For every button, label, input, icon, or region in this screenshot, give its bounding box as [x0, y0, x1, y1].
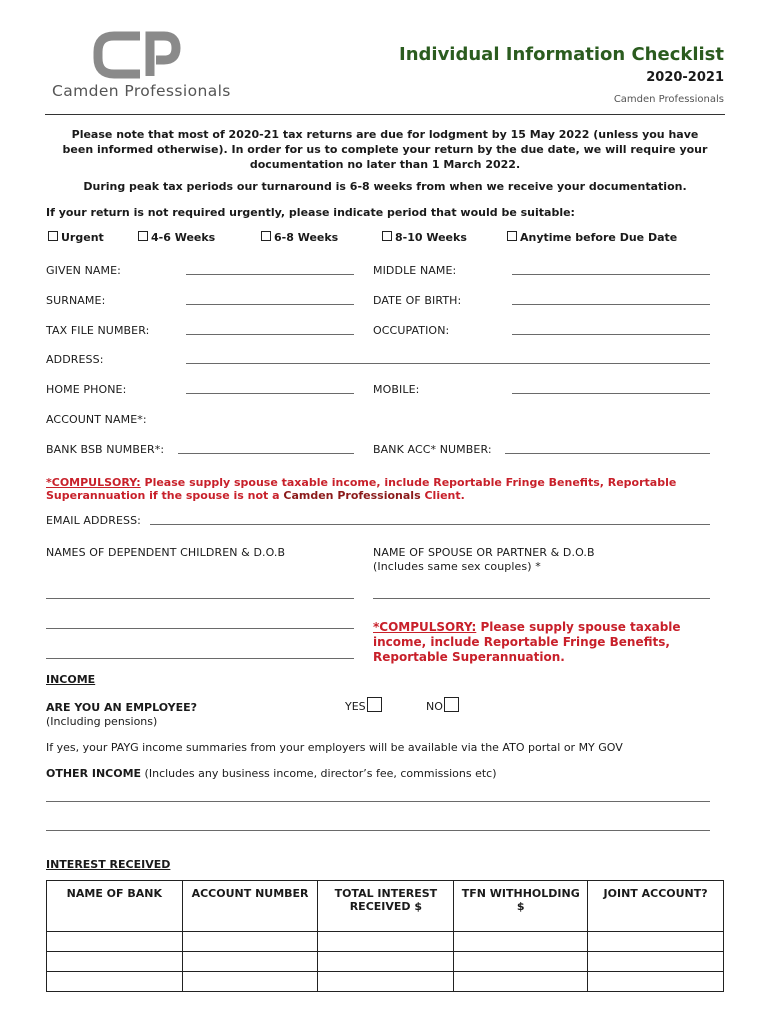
surname-label: SURNAME: [46, 294, 106, 307]
home-phone-field[interactable] [186, 393, 354, 394]
table-header-row [47, 881, 724, 932]
occupation-field[interactable] [512, 334, 710, 335]
table-cell[interactable] [318, 952, 454, 972]
dependent-line-2[interactable] [46, 628, 354, 629]
employee-no-option[interactable]: NO [426, 697, 459, 713]
mobile-label: MOBILE: [373, 383, 420, 396]
income-heading: INCOME [46, 673, 96, 686]
acc-number-label: BANK ACC* NUMBER: [373, 443, 492, 456]
middle-name-field[interactable] [512, 274, 710, 275]
table-cell[interactable] [588, 972, 724, 992]
table-cell[interactable] [318, 932, 454, 952]
table-cell[interactable] [182, 972, 318, 992]
other-income-label: OTHER INCOME [46, 767, 142, 780]
checkbox-icon[interactable] [261, 231, 271, 241]
table-cell[interactable] [182, 952, 318, 972]
column-header: ACCOUNT NUMBER [182, 881, 318, 932]
company-logo [52, 30, 231, 102]
spouse-note: (Includes same sex couples) * [373, 560, 541, 573]
brand-name: Camden Professionals [52, 82, 231, 100]
spouse-label: NAME OF SPOUSE OR PARTNER & D.O.B [373, 546, 595, 559]
address-label: ADDRESS: [46, 353, 104, 366]
table-cell[interactable] [454, 932, 588, 952]
table-row[interactable] [47, 972, 724, 992]
interest-table [46, 880, 724, 992]
other-income-line-2[interactable] [46, 830, 710, 831]
table-cell[interactable] [454, 972, 588, 992]
table-cell[interactable] [588, 952, 724, 972]
peak-note: During peak tax periods our turnaround is 6-8 weeks from when we receive your documentation. [83, 180, 687, 193]
intro-line-1: Please note that most of 2020-21 tax returns are due for lodgment by 15 May 2022 (unless you have [71, 128, 699, 141]
table-cell[interactable] [588, 932, 724, 952]
intro-paragraph [45, 127, 725, 172]
table-cell[interactable] [182, 932, 318, 952]
dependent-line-3[interactable] [46, 658, 354, 659]
dob-field[interactable] [512, 304, 710, 305]
compulsory-note-spouse: *COMPULSORY: Please supply spouse taxable income, include Reportable Fringe Benefits, Reportable Superannuation. [373, 620, 681, 664]
other-income [46, 767, 497, 780]
table-cell[interactable] [47, 932, 183, 952]
email-label: EMAIL ADDRESS: [46, 514, 141, 527]
dependent-line-1[interactable] [46, 598, 354, 599]
bsb-field[interactable] [178, 453, 354, 454]
period-option-8-10-weeks[interactable]: 8-10 Weeks [382, 231, 467, 244]
column-header: JOINT ACCOUNT? [588, 881, 724, 932]
given-name-field[interactable] [186, 274, 354, 275]
page-year: 2020-2021 [646, 70, 724, 85]
period-option-4-6-weeks[interactable]: 4-6 Weeks [138, 231, 215, 244]
page-subtitle: Camden Professionals [613, 94, 724, 105]
acc-number-field[interactable] [505, 453, 710, 454]
dob-label: DATE OF BIRTH: [373, 294, 462, 307]
payg-note: If yes, your PAYG income summaries from your employers will be available via the ATO portal or MY GOV [46, 741, 623, 754]
column-header: TOTAL INTEREST RECEIVED $ [318, 881, 454, 932]
email-field[interactable] [150, 524, 710, 525]
header-divider [45, 114, 725, 115]
surname-field[interactable] [186, 304, 354, 305]
cp-logo-icon [52, 30, 227, 80]
employee-yes-option[interactable]: YES [345, 697, 382, 713]
intro-line-2: been informed otherwise). In order for us to complete your return by the due date, we will require your [62, 143, 708, 156]
compulsory-note: *COMPULSORY: Please supply spouse taxable income, include Reportable Fringe Benefits, Reportable Superannuation if the spouse is not a Camden Professionals Client. [46, 476, 677, 502]
occupation-label: OCCUPATION: [373, 324, 450, 337]
period-option-6-8-weeks[interactable]: 6-8 Weeks [261, 231, 338, 244]
tfn-label: TAX FILE NUMBER: [46, 324, 150, 337]
checkbox-icon[interactable] [138, 231, 148, 241]
table-cell[interactable] [47, 952, 183, 972]
column-header: TFN WITHHOLDING $ [454, 881, 588, 932]
no-checkbox-icon[interactable] [444, 697, 459, 712]
employee-question: ARE YOU AN EMPLOYEE? [46, 701, 198, 714]
intro-line-3: documentation no later than 1 March 2022. [249, 158, 521, 171]
table-row[interactable] [47, 952, 724, 972]
table-row[interactable] [47, 932, 724, 952]
mobile-field[interactable] [512, 393, 710, 394]
table-cell[interactable] [47, 972, 183, 992]
home-phone-label: HOME PHONE: [46, 383, 127, 396]
table-cell[interactable] [318, 972, 454, 992]
checkbox-icon[interactable] [48, 231, 58, 241]
table-cell[interactable] [454, 952, 588, 972]
period-option-anytime[interactable]: Anytime before Due Date [507, 231, 677, 244]
address-field[interactable] [186, 363, 710, 364]
checkbox-icon[interactable] [382, 231, 392, 241]
checkbox-icon[interactable] [507, 231, 517, 241]
period-prompt: If your return is not required urgently, please indicate period that would be suitable: [46, 206, 575, 219]
spouse-line[interactable] [373, 598, 710, 599]
given-name-label: GIVEN NAME: [46, 264, 121, 277]
other-income-note: (Includes any business income, director’s fee, commissions etc) [141, 767, 497, 780]
bsb-label: BANK BSB NUMBER*: [46, 443, 165, 456]
account-name-label: ACCOUNT NAME*: [46, 413, 147, 426]
column-header: NAME OF BANK [47, 881, 183, 932]
tfn-field[interactable] [186, 334, 354, 335]
dependents-label: NAMES OF DEPENDENT CHILDREN & D.O.B [46, 546, 286, 559]
yes-checkbox-icon[interactable] [367, 697, 382, 712]
employee-note: (Including pensions) [46, 715, 158, 728]
brand-mention: Camden Professionals [283, 489, 421, 502]
middle-name-label: MIDDLE NAME: [373, 264, 457, 277]
page-title: Individual Information Checklist [399, 44, 724, 65]
compulsory-tag: *COMPULSORY: [46, 476, 141, 489]
interest-heading: INTEREST RECEIVED [46, 858, 171, 871]
period-option-urgent[interactable]: Urgent [48, 231, 104, 244]
other-income-line-1[interactable] [46, 801, 710, 802]
